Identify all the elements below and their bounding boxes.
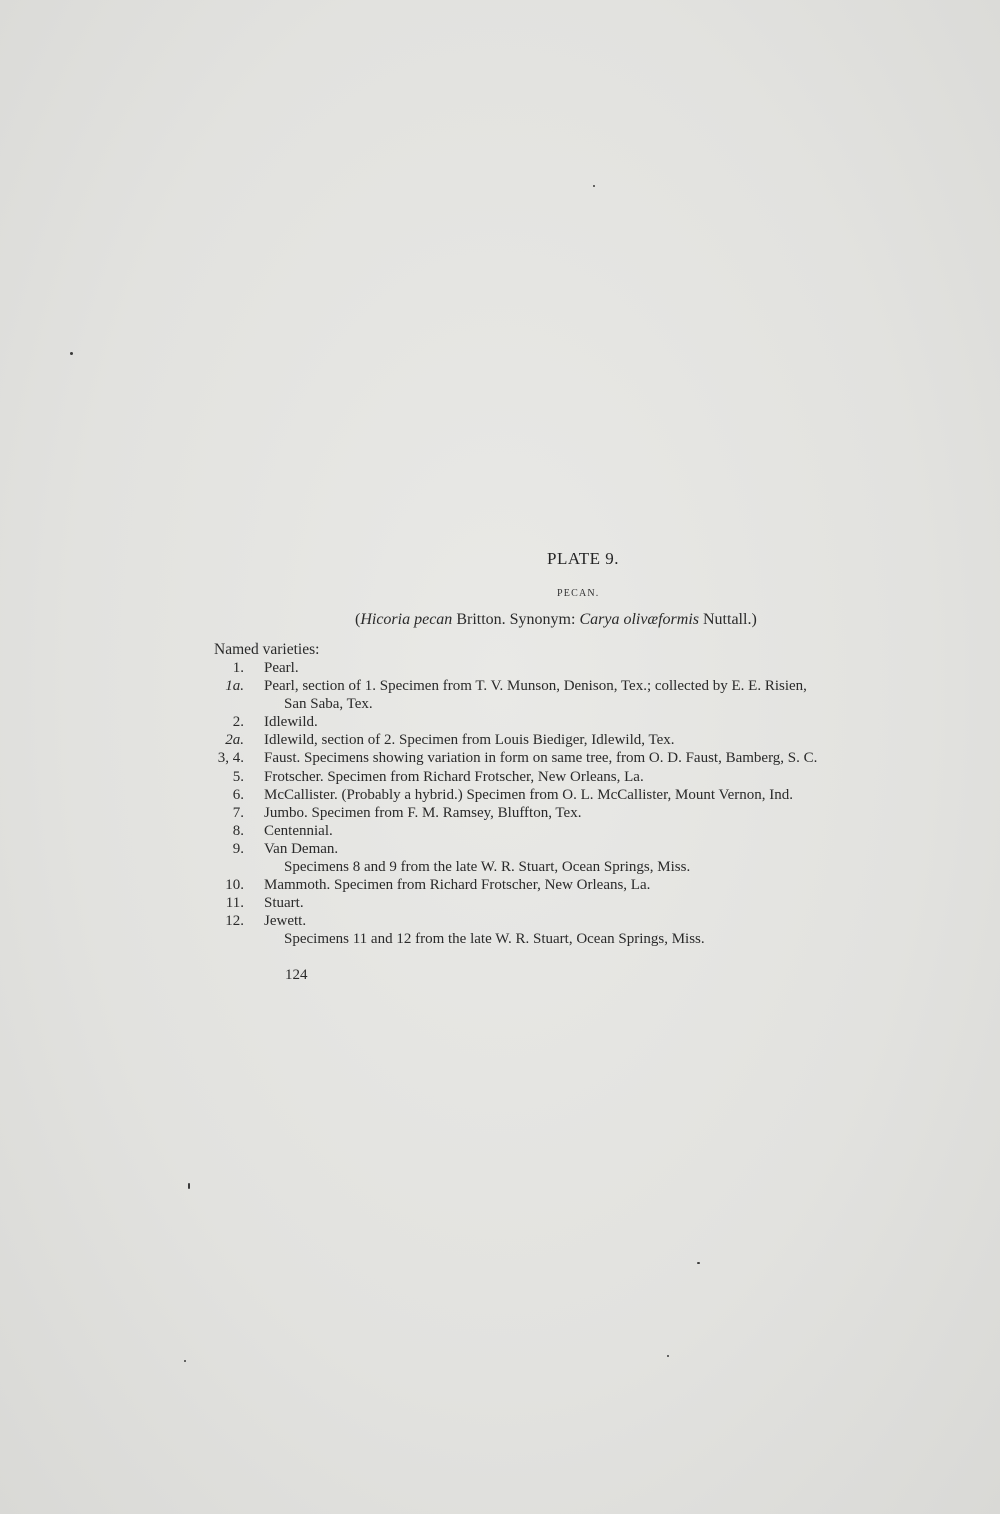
list-item — [200, 822, 990, 840]
item-text: Pearl, section of 1. Specimen from T. V. Munson, Denison, Tex.; collected by E. E. Risien, — [264, 678, 807, 695]
paper-speck — [593, 185, 595, 187]
item-number: 9. — [232, 840, 244, 857]
item-text: McCallister. (Probably a hybrid.) Specimen from O. L. McCallister, Mount Vernon, Ind. — [264, 786, 794, 803]
item-number: 2. — [232, 714, 244, 731]
scientific-author: Britton. Synonym: — [452, 611, 580, 628]
item-text: Faust. Specimens showing variation in form on same tree, from O. D. Faust, Bamberg, S. C. — [264, 750, 818, 767]
item-number: 2a. — [225, 732, 244, 749]
list-item — [200, 840, 990, 858]
list-item — [200, 894, 990, 912]
list-item — [200, 713, 990, 731]
item-number: 1. — [232, 660, 244, 676]
list-item — [200, 731, 990, 749]
paper-speck — [667, 1355, 669, 1357]
scientific-name: Hicoria pecan — [360, 611, 453, 628]
list-item — [200, 804, 990, 822]
paper-speck — [70, 352, 73, 355]
binomial-open: ( — [355, 611, 361, 628]
plate-subject: PECAN. — [557, 588, 600, 599]
varieties-list — [200, 659, 990, 949]
specimen-note: Specimens 11 and 12 from the late W. R. Stuart, Ocean Springs, Miss. — [284, 931, 705, 948]
item-number: 10. — [225, 877, 244, 894]
list-item — [200, 786, 990, 804]
list-item — [200, 912, 990, 930]
list-item — [200, 768, 990, 786]
item-number: 5. — [232, 768, 244, 785]
list-item — [200, 659, 990, 677]
item-number: 3, 4. — [217, 750, 244, 767]
item-text: Stuart. — [264, 895, 304, 912]
item-number: 6. — [232, 786, 244, 803]
paper-speck — [184, 1360, 186, 1362]
item-text: Idlewild, section of 2. Specimen from Louis Biediger, Idlewild, Tex. — [264, 732, 675, 749]
synonym-name: Carya olivæformis — [579, 611, 699, 628]
item-continuation: San Saba, Tex. — [284, 696, 373, 713]
item-text: Jumbo. Specimen from F. M. Ramsey, Bluffton, Tex. — [264, 804, 582, 821]
paper-speck — [188, 1183, 190, 1189]
synonym-author: Nuttall.) — [699, 611, 757, 628]
item-number: 8. — [232, 822, 244, 839]
plate-title: PLATE 9. — [547, 549, 619, 568]
item-number: 7. — [232, 804, 244, 821]
item-text: Centennial. — [264, 822, 333, 839]
paper-speck — [697, 1262, 700, 1264]
list-item — [200, 749, 990, 767]
page-number: 124 — [285, 967, 308, 983]
specimen-note: Specimens 8 and 9 from the late W. R. Stuart, Ocean Springs, Miss. — [284, 859, 691, 876]
item-number: 1a. — [225, 678, 244, 695]
item-text: Idlewild. — [264, 714, 318, 731]
item-text: Mammoth. Specimen from Richard Frotscher, New Orleans, La. — [264, 877, 651, 894]
list-item — [200, 677, 990, 695]
item-number: 12. — [225, 913, 244, 930]
binomial-line — [355, 611, 757, 629]
list-item — [200, 876, 990, 894]
item-number: 11. — [225, 895, 244, 912]
item-text: Van Deman. — [264, 840, 339, 857]
varieties-heading: Named varieties: — [214, 641, 320, 658]
item-text: Pearl. — [264, 660, 299, 676]
item-text: Jewett. — [264, 913, 307, 930]
item-text: Frotscher. Specimen from Richard Frotscher, New Orleans, La. — [264, 768, 644, 785]
